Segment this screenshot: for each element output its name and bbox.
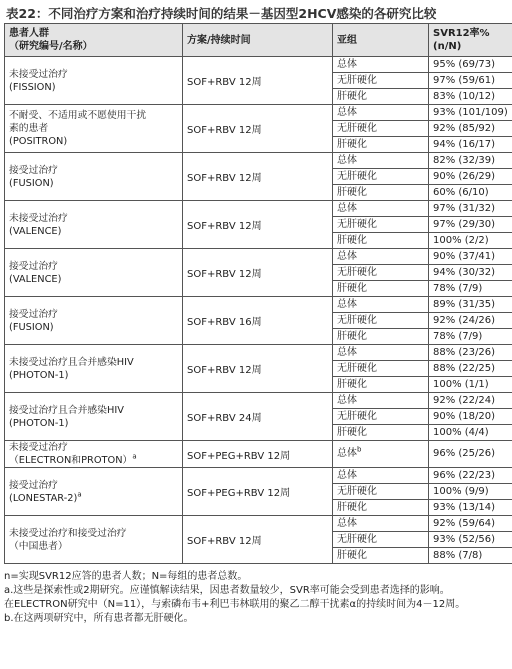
cell-subgroup: 肝硬化 — [333, 233, 429, 249]
cell-svr: 88% (23/26) — [429, 345, 512, 361]
cell-subgroup: 无肝硬化 — [333, 313, 429, 329]
cell-svr: 78% (7/9) — [429, 329, 512, 345]
cell-svr: 92% (85/92) — [429, 121, 512, 137]
cell-population: 未接受过治疗 (FISSION) — [5, 57, 183, 105]
cell-subgroup: 无肝硬化 — [333, 169, 429, 185]
cell-subgroup: 总体 — [333, 345, 429, 361]
cell-subgroup: 肝硬化 — [333, 377, 429, 393]
cell-svr: 78% (7/9) — [429, 281, 512, 297]
cell-subgroup: 肝硬化 — [333, 89, 429, 105]
cell-svr: 94% (30/32) — [429, 265, 512, 281]
cell-svr: 92% (24/26) — [429, 313, 512, 329]
cell-svr: 83% (10/12) — [429, 89, 512, 105]
table-body — [5, 57, 512, 564]
cell-regimen: SOF+RBV 12周 — [183, 153, 333, 201]
cell-population: 未接受过治疗和接受过治疗 （中国患者） — [5, 516, 183, 564]
cell-subgroup: 肝硬化 — [333, 500, 429, 516]
cell-regimen: SOF+PEG+RBV 12周 — [183, 441, 333, 468]
table-row — [5, 249, 512, 265]
cell-population: 接受过治疗 (FUSION) — [5, 297, 183, 345]
footnote: n=实现SVR12应答的患者人数；N=每组的患者总数。 — [4, 571, 248, 582]
cell-svr: 90% (37/41) — [429, 249, 512, 265]
footnote-marker: a — [132, 452, 137, 461]
cell-svr: 90% (26/29) — [429, 169, 512, 185]
header-regimen: 方案/持续时间 — [183, 24, 333, 57]
cell-subgroup: 总体 — [333, 297, 429, 313]
cell-subgroup: 肝硬化 — [333, 425, 429, 441]
cell-subgroup: 总体 — [333, 516, 429, 532]
footnote-marker: b — [357, 445, 362, 454]
cell-population: 不耐受、不适用或不愿使用干扰 素的患者 (POSITRON) — [5, 105, 183, 153]
cell-subgroup: 无肝硬化 — [333, 409, 429, 425]
cell-subgroup: 无肝硬化 — [333, 532, 429, 548]
header-population: 患者人群 （研究编号/名称） — [5, 24, 183, 57]
table-header-row — [5, 24, 512, 57]
cell-svr: 100% (4/4) — [429, 425, 512, 441]
cell-svr: 89% (31/35) — [429, 297, 512, 313]
cell-regimen: SOF+RBV 12周 — [183, 105, 333, 153]
cell-subgroup: 无肝硬化 — [333, 484, 429, 500]
cell-subgroup: 肝硬化 — [333, 281, 429, 297]
cell-svr: 88% (22/25) — [429, 361, 512, 377]
cell-regimen: SOF+RBV 12周 — [183, 249, 333, 297]
cell-regimen: SOF+RBV 24周 — [183, 393, 333, 441]
header-subgroup: 亚组 — [333, 24, 429, 57]
cell-regimen: SOF+RBV 12周 — [183, 516, 333, 564]
cell-regimen: SOF+PEG+RBV 12周 — [183, 468, 333, 516]
table-row — [5, 441, 512, 468]
cell-subgroup: 肝硬化 — [333, 548, 429, 564]
results-table — [4, 23, 512, 564]
cell-regimen: SOF+RBV 12周 — [183, 345, 333, 393]
cell-svr: 93% (13/14) — [429, 500, 512, 516]
cell-population: 接受过治疗 (VALENCE) — [5, 249, 183, 297]
table-title: 表22：不同治疗方案和治疗持续时间的结果－基因型2HCV感染的各研究比较 — [6, 6, 437, 21]
cell-svr: 100% (1/1) — [429, 377, 512, 393]
cell-subgroup: 总体 — [333, 468, 429, 484]
footnote: a.这些是探索性或2期研究。应谨慎解读结果，因患者数量较少，SVR率可能会受到患者选择的影响。 — [4, 585, 450, 596]
table-row — [5, 468, 512, 484]
cell-svr: 97% (31/32) — [429, 201, 512, 217]
table-row — [5, 105, 512, 121]
cell-svr: 97% (29/30) — [429, 217, 512, 233]
cell-subgroup: 总体 — [333, 249, 429, 265]
cell-population: 未接受过治疗且合并感染HIV (PHOTON-1) — [5, 345, 183, 393]
table-row — [5, 57, 512, 73]
cell-regimen: SOF+RBV 16周 — [183, 297, 333, 345]
cell-subgroup: 总体 — [333, 57, 429, 73]
cell-population: 未接受过治疗 （ELECTRON和PROTON）$^a$ — [5, 441, 183, 468]
cell-population: 接受过治疗 (FUSION) — [5, 153, 183, 201]
table-row — [5, 393, 512, 409]
cell-subgroup: 总体 — [333, 105, 429, 121]
cell-subgroup: 无肝硬化 — [333, 265, 429, 281]
cell-subgroup: 肝硬化 — [333, 329, 429, 345]
cell-svr: 96% (22/23) — [429, 468, 512, 484]
table-row — [5, 153, 512, 169]
header-svr: SVR12率% (n/N) — [429, 24, 512, 57]
cell-subgroup: 无肝硬化 — [333, 121, 429, 137]
cell-svr: 95% (69/73) — [429, 57, 512, 73]
cell-svr: 82% (32/39) — [429, 153, 512, 169]
table-row — [5, 516, 512, 532]
cell-svr: 88% (7/8) — [429, 548, 512, 564]
cell-svr: 90% (18/20) — [429, 409, 512, 425]
cell-svr: 92% (59/64) — [429, 516, 512, 532]
cell-regimen: SOF+RBV 12周 — [183, 57, 333, 105]
footnote: 在ELECTRON研究中（N=11），与索磷布韦+利巴韦林联用的聚乙二醇干扰素α的持续时间为4－12周。 — [4, 599, 466, 610]
cell-subgroup: 总体 — [333, 201, 429, 217]
cell-svr: 100% (2/2) — [429, 233, 512, 249]
table-row — [5, 201, 512, 217]
cell-population: 接受过治疗且合并感染HIV (PHOTON-1) — [5, 393, 183, 441]
cell-svr: 97% (59/61) — [429, 73, 512, 89]
table-row — [5, 297, 512, 313]
cell-subgroup: 总体 — [333, 393, 429, 409]
cell-subgroup: 无肝硬化 — [333, 73, 429, 89]
cell-population: 未接受过治疗 (VALENCE) — [5, 201, 183, 249]
cell-subgroup: 无肝硬化 — [333, 217, 429, 233]
cell-svr: 92% (22/24) — [429, 393, 512, 409]
footnotes — [4, 570, 508, 626]
table-row — [5, 345, 512, 361]
cell-svr: 94% (16/17) — [429, 137, 512, 153]
cell-subgroup: 总体$^b$ — [333, 441, 429, 468]
cell-svr: 93% (101/109) — [429, 105, 512, 121]
footnote-marker: a — [77, 490, 82, 499]
cell-svr: 93% (52/56) — [429, 532, 512, 548]
cell-subgroup: 总体 — [333, 153, 429, 169]
cell-svr: 100% (9/9) — [429, 484, 512, 500]
cell-subgroup: 无肝硬化 — [333, 361, 429, 377]
cell-subgroup: 肝硬化 — [333, 137, 429, 153]
cell-subgroup: 肝硬化 — [333, 185, 429, 201]
cell-svr: 60% (6/10) — [429, 185, 512, 201]
cell-population: 接受过治疗 (LONESTAR-2)$^a$ — [5, 468, 183, 516]
cell-svr: 96% (25/26) — [429, 441, 512, 468]
footnote: b.在这两项研究中，所有患者都无肝硬化。 — [4, 613, 194, 624]
cell-regimen: SOF+RBV 12周 — [183, 201, 333, 249]
